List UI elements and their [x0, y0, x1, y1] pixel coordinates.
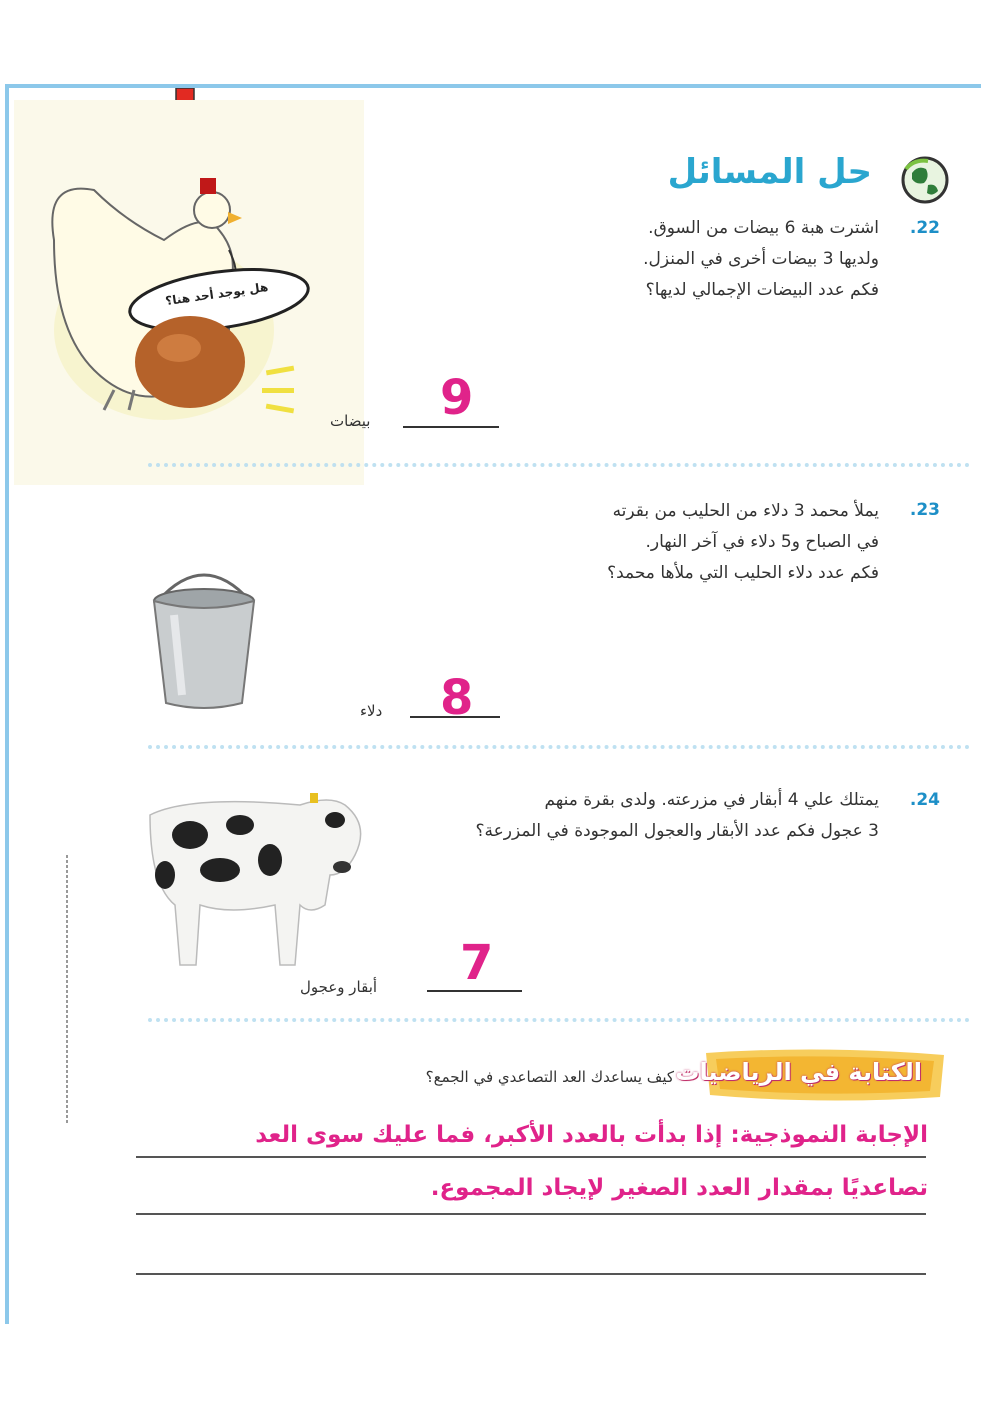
question-line: اشترت هبة 6 بيضات من السوق. — [648, 218, 879, 238]
question-number-24: .24 — [909, 790, 940, 810]
question-number-23: .23 — [909, 500, 940, 520]
divider — [148, 463, 970, 467]
question-text-24 — [379, 785, 879, 847]
model-answer-line-1: الإجابة النموذجية: إذا بدأت بالعدد الأكبر، فما عليك سوى العد — [255, 1122, 928, 1148]
question-line: يمتلك علي 4 أبقار في مزرعته. ولدى بقرة منهم — [544, 790, 879, 810]
question-line: 3 عجول فكم عدد الأبقار والعجول الموجودة في المزرعة؟ — [475, 821, 879, 841]
question-line: يملأ محمد 3 دلاء من الحليب من بقرته — [612, 501, 879, 521]
question-text-23 — [459, 496, 879, 589]
question-text-22 — [459, 213, 879, 306]
writing-rule — [136, 1213, 926, 1215]
divider — [148, 1018, 970, 1022]
writing-question: كيف يساعدك العد التصاعدي في الجمع؟ — [425, 1068, 674, 1086]
divider — [148, 745, 970, 749]
answer-line-23 — [410, 716, 500, 718]
writing-rule — [136, 1273, 926, 1275]
question-line: فكم عدد دلاء الحليب التي ملأها محمد؟ — [607, 563, 879, 583]
cow-illustration — [130, 775, 380, 975]
question-line: فكم عدد البيضات الإجمالي لديها؟ — [645, 280, 879, 300]
answer-22: 9 — [440, 370, 474, 426]
answer-23: 8 — [440, 670, 474, 726]
side-copyright-mark — [62, 855, 72, 1125]
writing-label: الكتابة في الرياضيات — [675, 1058, 922, 1086]
answer-line-24 — [427, 990, 522, 992]
unit-24: أبقار وعجول — [300, 978, 378, 996]
answer-24: 7 — [460, 935, 494, 991]
globe-icon — [900, 155, 950, 205]
question-number-22: .22 — [909, 218, 940, 238]
speech-bubble-text: هل يوجد أحد هنا؟ — [164, 279, 270, 309]
unit-23: دلاء — [360, 702, 383, 720]
question-line: في الصباح و5 دلاء في آخر النهار. — [645, 532, 879, 552]
model-answer-line-2: تصاعديًا بمقدار العدد الصغير لإيجاد المجموع. — [430, 1175, 928, 1201]
answer-line-22 — [403, 426, 499, 428]
unit-22: بيضات — [330, 412, 371, 430]
question-line: ولديها 3 بيضات أخرى في المنزل. — [643, 249, 879, 269]
bucket-illustration — [144, 555, 264, 715]
section-title: حل المسائل — [667, 152, 872, 192]
writing-rule — [136, 1156, 926, 1158]
